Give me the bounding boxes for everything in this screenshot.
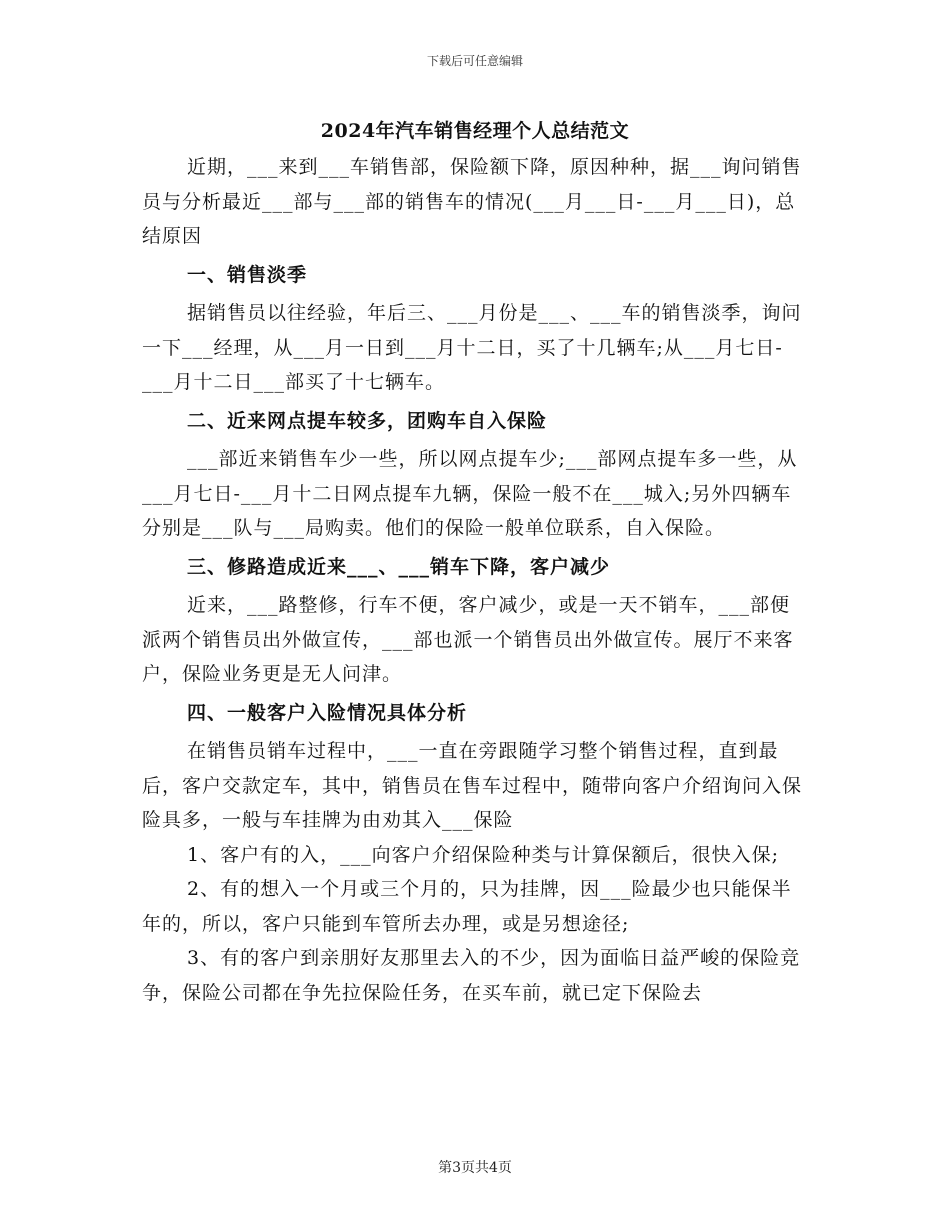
section-body-4: 在销售员销车过程中，___一直在旁跟随学习整个销售过程，直到最后，客户交款定车，其中，销售员在售车过程中，随带向客户介绍询问入保险具多，一般与车挂牌为由劝其入___保险	[142, 740, 803, 831]
section-heading-2: 二、近来网点提车较多，团购车自入保险	[187, 409, 548, 432]
intro-paragraph: 近期，___来到___车销售部，保险额下降，原因种种，据___询问销售员与分析最近___部与___部的销售车的情况(___月___日-___月___日)，总结原因	[142, 156, 802, 247]
section-body-1: 据销售员以往经验，年后三、___月份是___、___车的销售淡季，询问一下___经理，从___月一日到___月十二日，买了十几辆车;从___月七日-___月十二日___部买了十七辆车。	[142, 302, 802, 393]
list-item-2: 2、有的想入一个月或三个月的，只为挂牌，因___险最少也只能保半年的，所以，客户只能到车管所去办理，或是另想途径;	[142, 878, 792, 935]
section-heading-3: 三、修路造成近来___、___销车下降，客户减少	[187, 555, 611, 578]
section-heading-1: 一、销售淡季	[187, 263, 308, 286]
section-body-3: 近来，___路整修，行车不便，客户减少，或是一天不销车，___部便派两个销售员出外做宣传，___部也派一个销售员出外做宣传。展厅不来客户，保险业务更是无人问津。	[142, 594, 794, 685]
list-item-1: 1、客户有的入，___向客户介绍保险种类与计算保额后，很快入保;	[187, 843, 779, 866]
section-heading-4: 四、一般客户入险情况具体分析	[187, 701, 468, 724]
section-body-2: ___部近来销售车少一些，所以网点提车少;___部网点提车多一些，从___月七日-___月十二日网点提车九辆，保险一般不在___城入;另外四辆车分别是___队与___局购卖。他们的保险一般单位联系，自入保险。	[142, 448, 798, 539]
page-number-footer: 第3页共4页	[438, 1160, 512, 1176]
document-body	[142, 150, 807, 1010]
document-title: 2024年汽车销售经理个人总结范文	[320, 120, 630, 142]
list-item-3: 3、有的客户到亲朋好友那里去入的不少，因为面临日益严峻的保险竞争，保险公司都在争先拉保险任务，在买车前，就已定下保险去	[142, 947, 801, 1004]
page-header-note: 下载后可任意编辑	[426, 54, 523, 68]
